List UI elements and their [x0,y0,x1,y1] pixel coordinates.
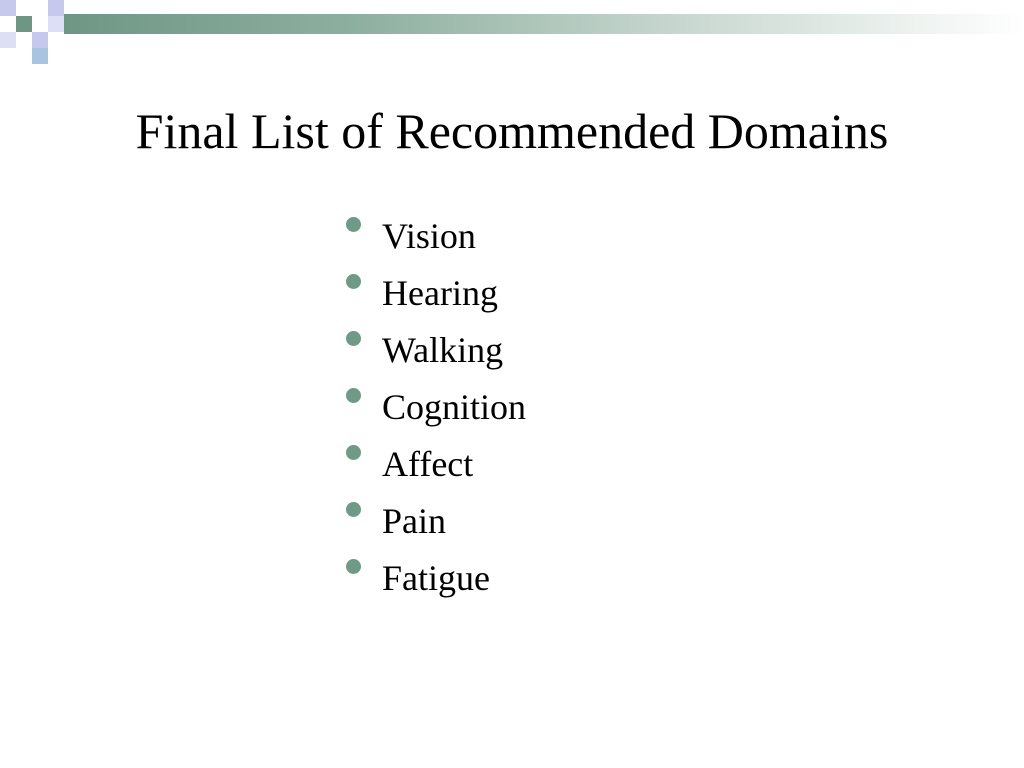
bullet-item-affect [344,436,526,493]
bullet-dot-icon [346,331,361,346]
bullet-dot-icon [346,502,361,517]
bullet-item-cognition [344,379,526,436]
slide-title: Final List of Recommended Domains [135,103,889,159]
decorative-square [32,48,48,64]
decorative-square [0,0,16,16]
bullet-label: Pain [382,501,447,541]
bullet-dot-icon [346,388,361,403]
bullet-item-walking [344,322,526,379]
bullet-label: Hearing [382,273,498,313]
bullet-dot-icon [346,445,361,460]
bullet-label: Walking [382,330,504,370]
bullet-label: Fatigue [382,558,490,598]
decorative-square [32,32,48,48]
bullet-list [344,208,526,607]
decorative-square [48,16,64,32]
bullet-item-vision [344,208,526,265]
bullet-dot-icon [346,217,361,232]
bullet-label: Vision [382,216,476,256]
bullet-label: Affect [382,444,474,484]
bullet-item-hearing [344,265,526,322]
bullet-item-pain [344,493,526,550]
decorative-square [0,32,16,48]
bullet-item-fatigue [344,550,526,607]
bullet-dot-icon [346,559,361,574]
header-gradient-band [64,14,1024,34]
bullet-label: Cognition [382,387,527,427]
decorative-square [48,0,64,16]
decorative-square [16,16,32,32]
bullet-dot-icon [346,274,361,289]
